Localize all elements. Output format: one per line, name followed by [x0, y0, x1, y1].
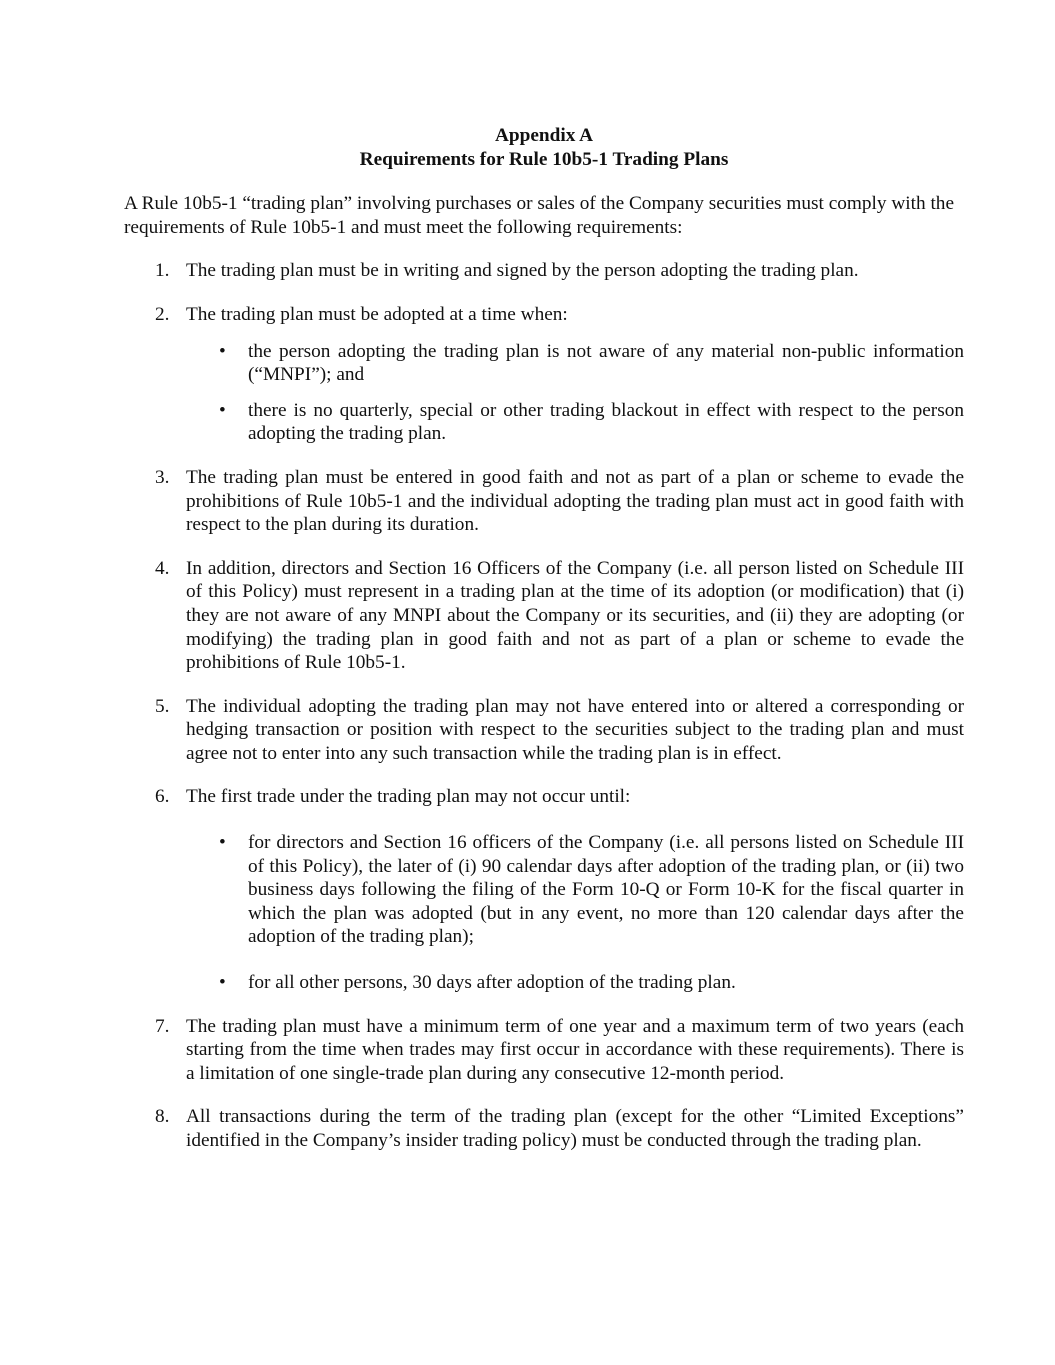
item-number: 1.	[155, 260, 170, 282]
item-number: 8.	[155, 1106, 170, 1128]
item-number: 7.	[155, 1015, 170, 1037]
bullet-icon: •	[219, 340, 226, 362]
appendix-subtitle: Requirements for Rule 10b5-1 Trading Plans	[359, 148, 729, 170]
bullet-text: there is no quarterly, special or other trading blackout in effect with respect to the person adopting the trading plan.	[248, 399, 964, 445]
bullet-icon: •	[219, 832, 226, 854]
bullet-item	[186, 831, 964, 949]
bullet-text: for directors and Section 16 officers of the Company (i.e. all persons listed on Schedule III of this Policy), the later of (i) 90 calendar days after adoption of the trading plan, or (ii) two business days following the filing of the Form 10-Q or Form 10-K for the fiscal quarter in which the plan was adopted (but in any event, no more than 120 calendar days after the adoption of the trading plan);	[248, 832, 964, 948]
bullet-text: the person adopting the trading plan is not aware of any material non-public information (“MNPI”); and	[248, 340, 964, 386]
requirement-item	[124, 1105, 964, 1152]
requirement-item	[124, 1015, 964, 1086]
bullet-list	[186, 831, 964, 995]
bullet-item	[186, 971, 964, 995]
item-text: The individual adopting the trading plan may not have entered into or altered a corresponding or hedging transaction or position with respect to the securities subject to the trading plan and must agree not to enter into any such transaction while the trading plan is in effect.	[186, 695, 964, 764]
item-text: All transactions during the term of the trading plan (except for the other “Limited Exceptions” identified in the Company’s insider trading policy) must be conducted through the trading plan.	[186, 1106, 964, 1151]
bullet-text: for all other persons, 30 days after adoption of the trading plan.	[248, 972, 736, 994]
requirement-item	[124, 785, 964, 994]
requirement-item	[124, 259, 964, 283]
item-text: The trading plan must be entered in good faith and not as part of a plan or scheme to evade the prohibitions of Rule 10b5-1 and the individual adopting the trading plan must act in good faith with respect to the plan during its duration.	[186, 466, 964, 536]
item-text: In addition, directors and Section 16 Officers of the Company (i.e. all person listed on Schedule III of this Policy) must represent in a trading plan at the time of its adoption (or modification) that (i) they are not aware of any MNPI about the Company or its securities, and (ii) they are adopting (or modifying) the trading plan in good faith and not as part of a plan or scheme to evade the prohibitions of Rule 10b5-1.	[186, 557, 964, 674]
requirement-item	[124, 695, 964, 766]
item-text: The trading plan must be in writing and signed by the person adopting the trading plan.	[186, 260, 859, 282]
item-number: 3.	[155, 466, 170, 488]
bullet-item	[186, 340, 964, 387]
item-number: 5.	[155, 695, 170, 717]
requirement-item	[124, 303, 964, 446]
requirements-list	[124, 259, 964, 1152]
item-text: The trading plan must have a minimum term of one year and a maximum term of two years (each starting from the time when trades may first occur in accordance with these requirements). There is a limitation of one single-trade plan during any consecutive 12-month period.	[186, 1015, 964, 1084]
item-number: 6.	[155, 786, 170, 808]
bullet-icon: •	[219, 399, 226, 421]
item-text: The first trade under the trading plan may not occur until:	[186, 786, 631, 808]
item-number: 2.	[155, 303, 170, 325]
item-text: The trading plan must be adopted at a time when:	[186, 303, 568, 325]
intro-paragraph: A Rule 10b5-1 “trading plan” involving purchases or sales of the Company securities must comply with the requirements of Rule 10b5-1 and must meet the following requirements:	[124, 193, 955, 238]
appendix-title: Appendix A	[494, 125, 594, 146]
bullet-list	[186, 340, 964, 446]
requirement-item	[124, 466, 964, 537]
bullet-icon: •	[219, 972, 226, 994]
requirement-item	[124, 557, 964, 675]
bullet-item	[186, 399, 964, 446]
document-page	[124, 124, 964, 1153]
item-number: 4.	[155, 557, 170, 579]
